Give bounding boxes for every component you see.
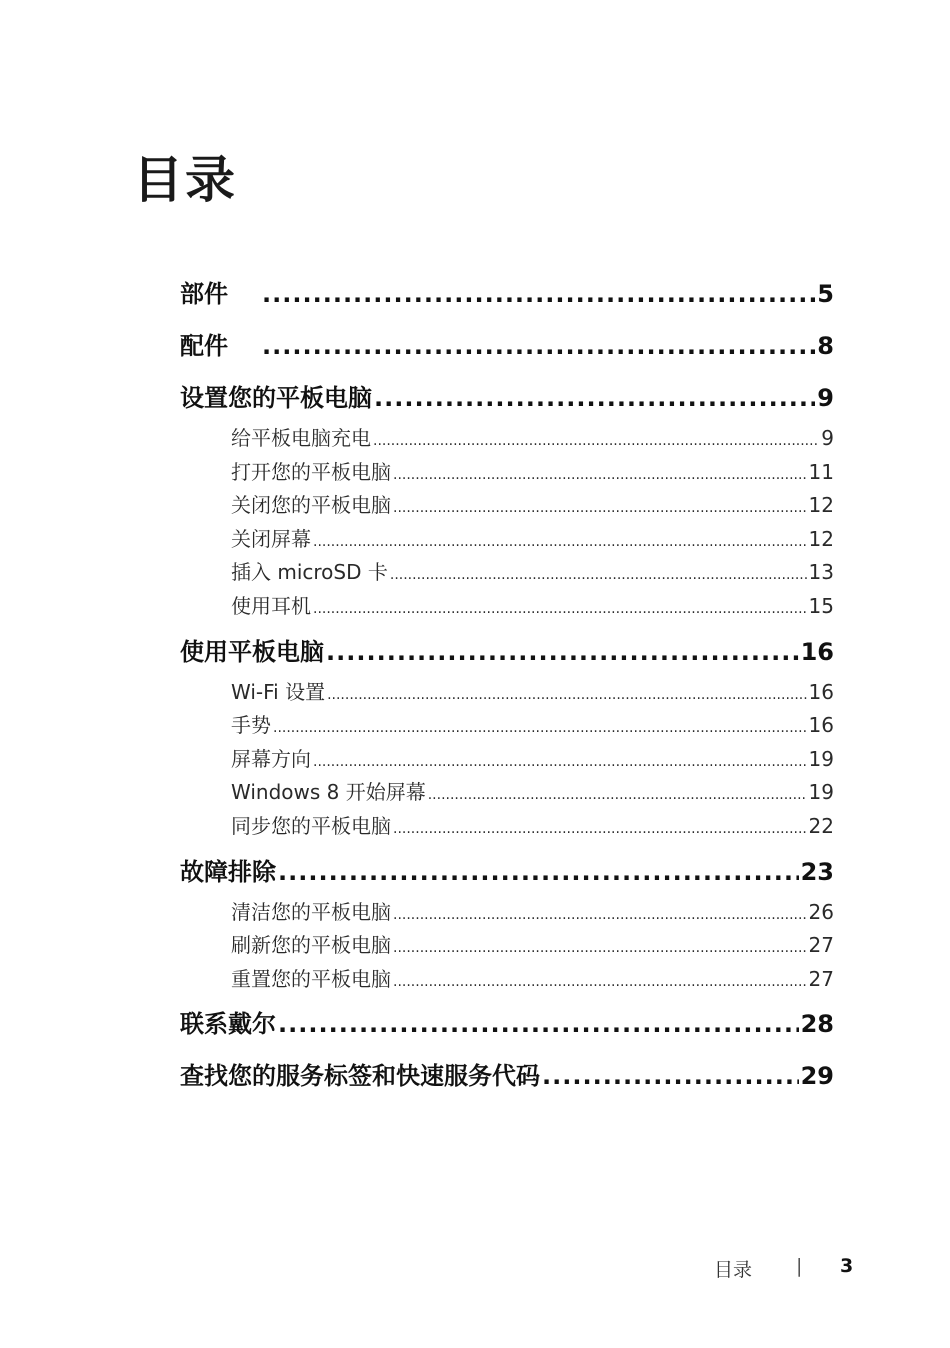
- toc-page-number: 8: [817, 332, 834, 360]
- dot-leader: [393, 459, 807, 493]
- toc-entry-label: 关闭屏幕: [231, 526, 311, 551]
- dot-leader: [313, 593, 807, 627]
- toc-entry-label: 设置您的平板电脑: [180, 384, 372, 412]
- toc-entry-label: 手势: [231, 713, 271, 738]
- toc-entry-label: Windows 8 开始屏幕: [231, 780, 426, 805]
- dot-leader: [373, 425, 819, 459]
- toc-page-number: 27: [808, 966, 834, 991]
- dot-leader: [262, 324, 815, 368]
- toc-entry-turn-off-screen[interactable]: [180, 523, 834, 557]
- toc-entry-label: 给平板电脑充电: [231, 426, 371, 450]
- toc-entry-windows8-start-screen[interactable]: [180, 776, 834, 810]
- toc-entry-label: 关闭您的平板电脑: [231, 493, 391, 518]
- dot-leader: [428, 779, 807, 813]
- toc-entry-label: 配件: [180, 332, 228, 360]
- toc-entry-charge-tablet[interactable]: [180, 422, 834, 456]
- dot-leader: [273, 712, 807, 746]
- toc-entry-troubleshooting[interactable]: [180, 850, 834, 896]
- toc-entry-insert-microsd[interactable]: [180, 556, 834, 590]
- footer-page-number: 3: [840, 1255, 854, 1277]
- toc-entry-components[interactable]: [180, 272, 834, 318]
- toc-page-number: 26: [808, 899, 834, 924]
- toc-entry-use-headset[interactable]: [180, 590, 834, 624]
- toc-entry-gestures[interactable]: [180, 709, 834, 743]
- dot-leader: [393, 899, 807, 933]
- table-of-contents: [180, 272, 834, 1100]
- toc-entry-screen-orientation[interactable]: [180, 743, 834, 777]
- toc-page-number: 19: [808, 746, 834, 771]
- toc-entry-label: 刷新您的平板电脑: [231, 933, 391, 958]
- toc-entry-sync-tablet[interactable]: [180, 810, 834, 844]
- toc-page-number: 9: [821, 426, 834, 450]
- toc-page-number: 27: [808, 933, 834, 958]
- toc-entry-accessories[interactable]: [180, 324, 834, 370]
- dot-leader: [542, 1054, 799, 1098]
- footer-separator: |: [796, 1255, 803, 1277]
- toc-entry-label: 查找您的服务标签和快速服务代码: [180, 1062, 540, 1091]
- toc-entry-contact-dell[interactable]: [180, 1002, 834, 1048]
- page-title: 目录: [133, 151, 237, 209]
- dot-leader: [393, 932, 807, 966]
- toc-page-number: 16: [800, 637, 834, 666]
- dot-leader: [393, 813, 807, 847]
- toc-entry-label: 同步您的平板电脑: [231, 813, 391, 838]
- toc-page-number: 12: [808, 493, 834, 518]
- toc-page-number: 23: [800, 857, 834, 886]
- toc-entry-label: 重置您的平板电脑: [231, 966, 391, 991]
- toc-page-number: 11: [808, 459, 834, 484]
- toc-entry-label: 打开您的平板电脑: [231, 459, 391, 484]
- toc-page-number: 29: [800, 1062, 834, 1091]
- toc-entry-wifi-settings[interactable]: [180, 676, 834, 710]
- toc-entry-label: 屏幕方向: [231, 746, 311, 771]
- toc-entry-label: 故障排除: [180, 857, 276, 886]
- dot-leader: [390, 559, 807, 593]
- toc-page-number: 16: [808, 713, 834, 738]
- dot-leader: [278, 850, 799, 894]
- toc-entry-turn-on-tablet[interactable]: [180, 456, 834, 490]
- toc-entry-clean-tablet[interactable]: [180, 896, 834, 930]
- toc-entry-reset-tablet[interactable]: [180, 963, 834, 997]
- toc-page-number: 22: [808, 813, 834, 838]
- toc-page-number: 5: [817, 280, 834, 308]
- dot-leader: [326, 630, 799, 674]
- toc-entry-service-tag[interactable]: [180, 1054, 834, 1100]
- dot-leader: [278, 1002, 799, 1046]
- toc-page-number: 9: [817, 384, 834, 412]
- toc-page-number: 15: [808, 593, 834, 618]
- toc-page-number: 16: [808, 679, 834, 704]
- toc-entry-label: 联系戴尔: [180, 1010, 276, 1039]
- toc-entry-setup-tablet[interactable]: [180, 376, 834, 422]
- toc-page-number: 12: [808, 526, 834, 551]
- toc-entry-label: 使用耳机: [231, 593, 311, 618]
- toc-entry-using-tablet[interactable]: [180, 630, 834, 676]
- toc-page-number: 19: [808, 780, 834, 805]
- toc-entry-refresh-tablet[interactable]: [180, 929, 834, 963]
- dot-leader: [393, 966, 807, 1000]
- dot-leader: [374, 376, 815, 420]
- dot-leader: [393, 492, 807, 526]
- dot-leader: [313, 526, 807, 560]
- page-footer: [714, 1255, 854, 1283]
- toc-entry-label: 使用平板电脑: [180, 637, 324, 666]
- toc-entry-label: 插入 microSD 卡: [231, 560, 388, 585]
- toc-entry-label: Wi-Fi 设置: [231, 679, 326, 704]
- toc-entry-label: 清洁您的平板电脑: [231, 899, 391, 924]
- toc-entry-turn-off-tablet[interactable]: [180, 489, 834, 523]
- dot-leader: [313, 746, 807, 780]
- dot-leader: [327, 679, 806, 713]
- dot-leader: [262, 272, 815, 316]
- toc-page-number: 13: [808, 560, 834, 585]
- toc-entry-label: 部件: [180, 280, 228, 308]
- footer-section-label: 目录: [714, 1259, 753, 1281]
- toc-page-number: 28: [800, 1010, 834, 1039]
